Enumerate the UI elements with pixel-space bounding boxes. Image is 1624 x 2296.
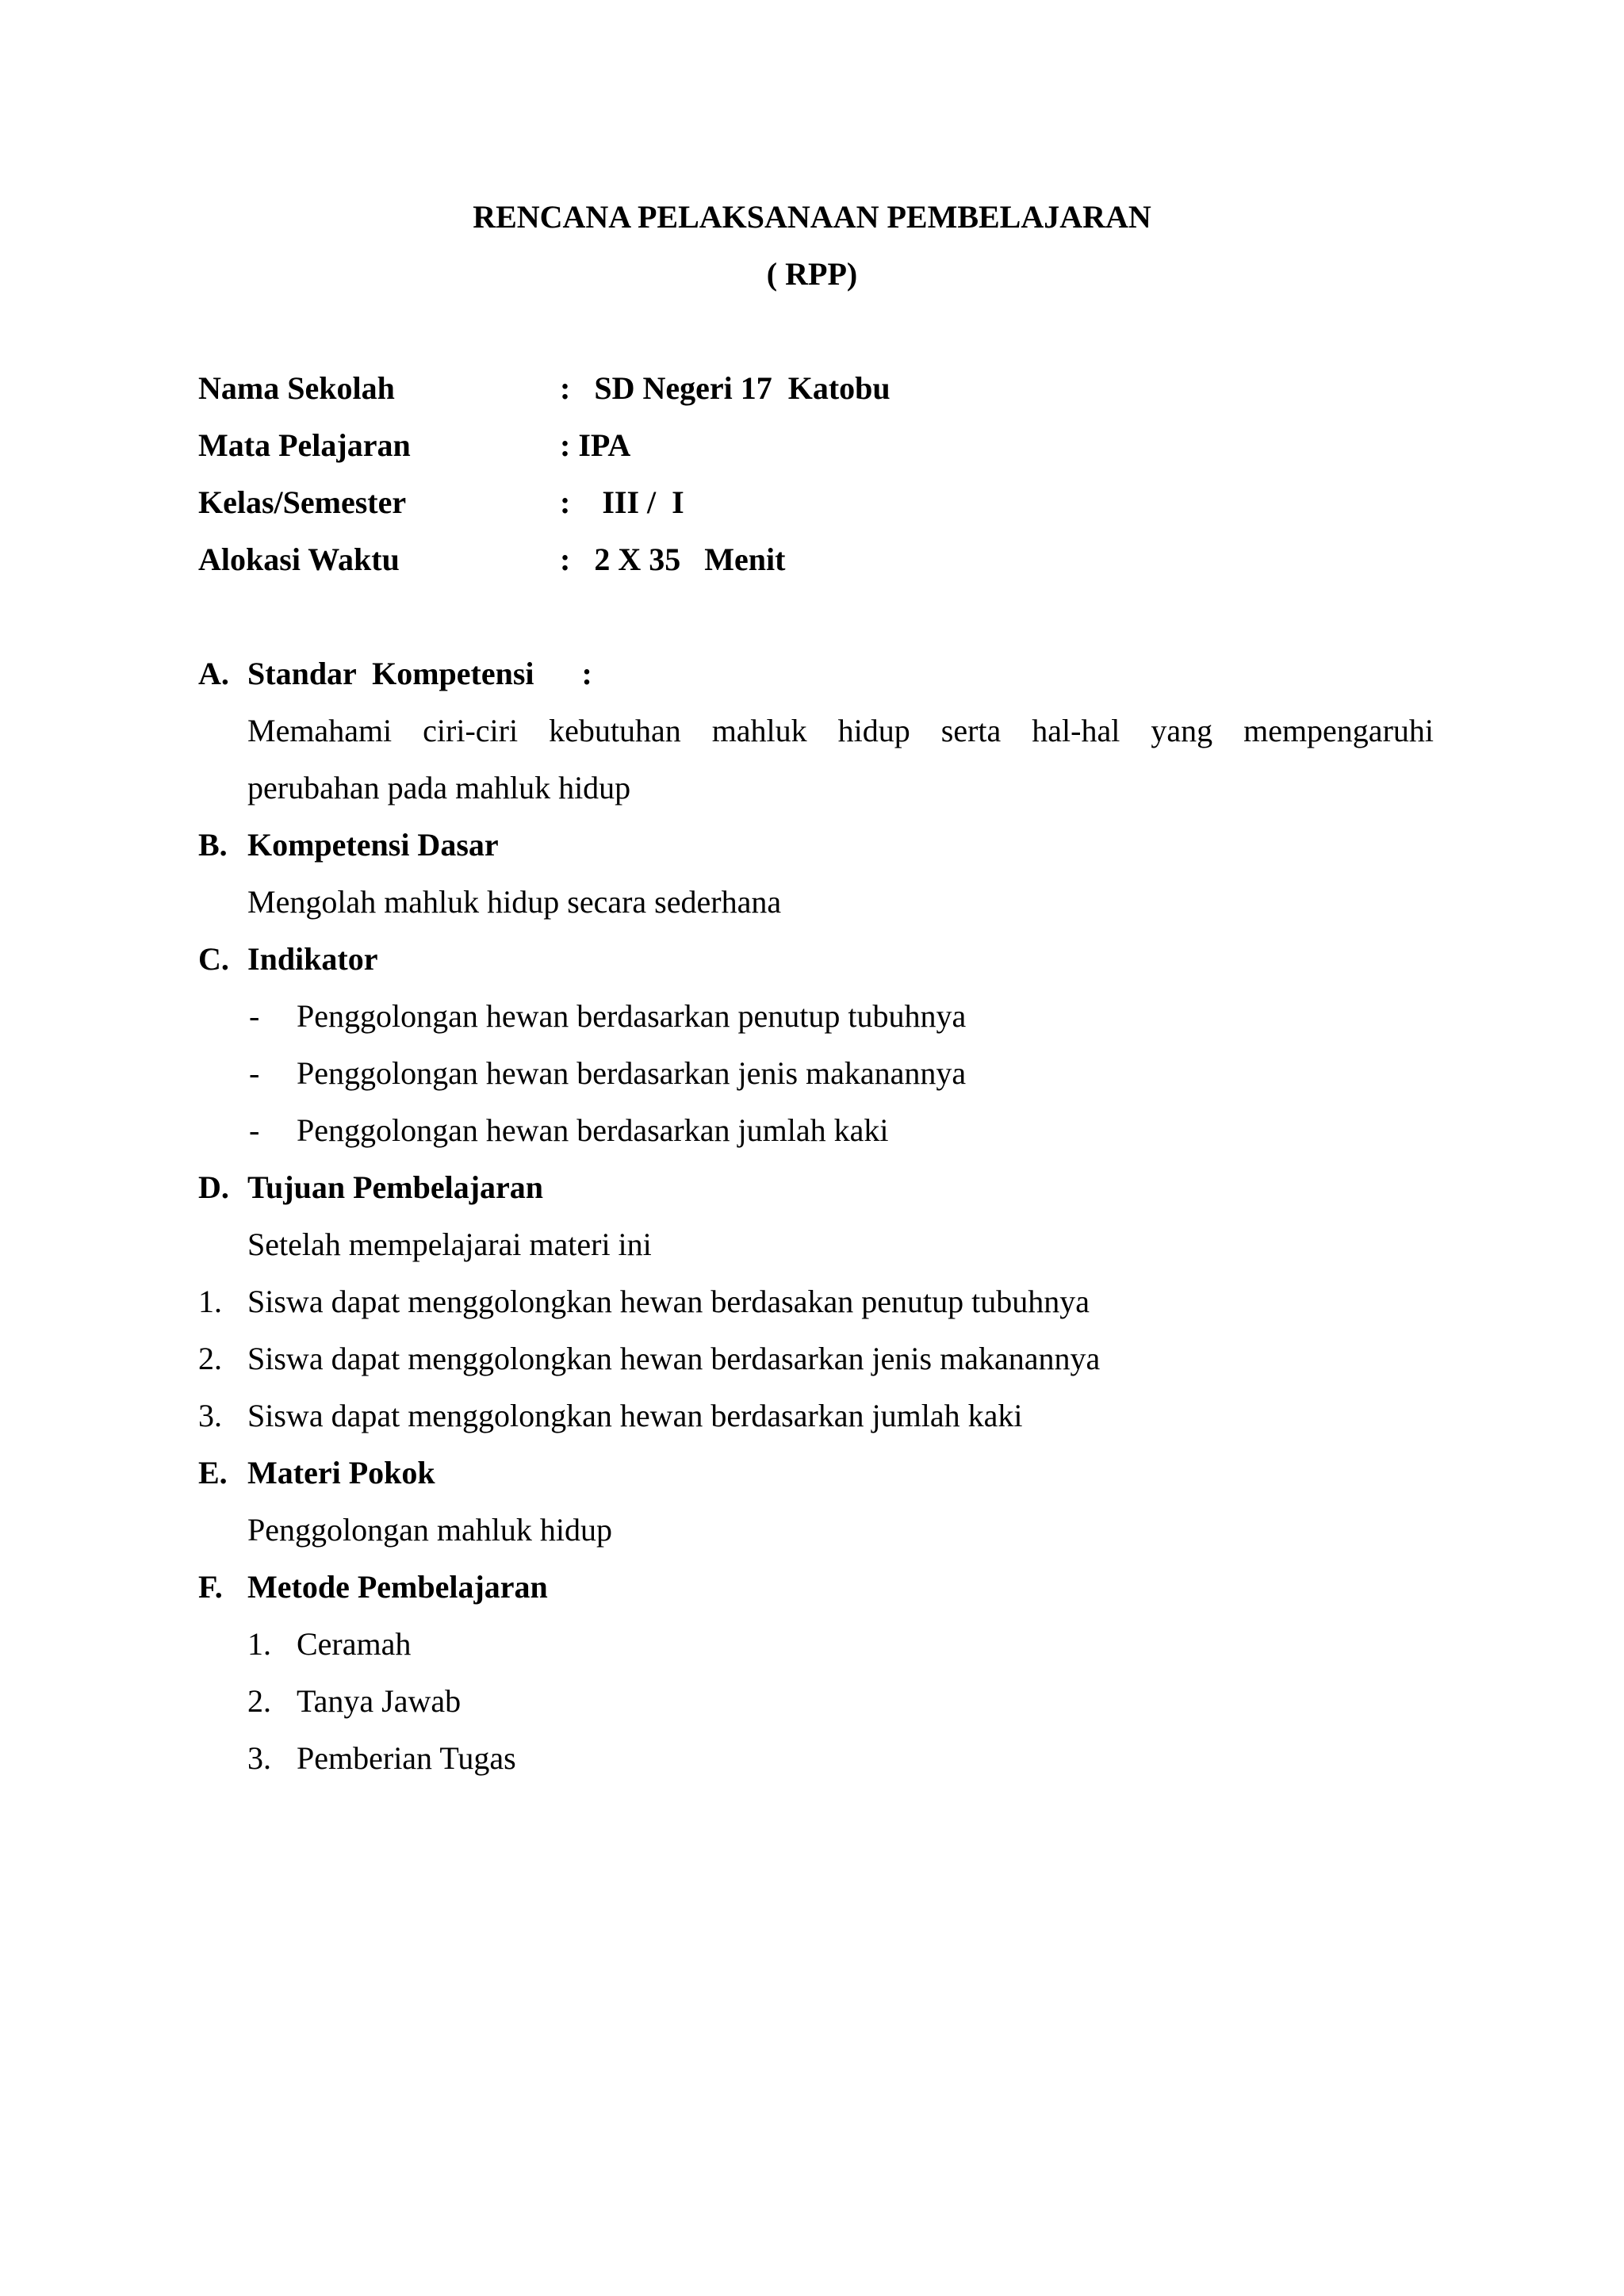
- section-b-title: Kompetensi Dasar: [247, 827, 499, 863]
- list-item-marker: -: [249, 1112, 260, 1148]
- list-item: Siswa dapat menggolongkan hewan berdasarkan jenis makanannya: [247, 1341, 1101, 1376]
- section-d-intro: Setelah mempelajarai materi ini: [247, 1226, 652, 1262]
- list-item-marker: -: [249, 998, 260, 1034]
- section-e-title: Materi Pokok: [247, 1455, 435, 1490]
- info-value-school: : SD Negeri 17 Katobu: [560, 370, 891, 406]
- list-item-marker: -: [249, 1055, 260, 1091]
- list-item: Tanya Jawab: [297, 1683, 462, 1719]
- info-value-time-allocation: : 2 X 35 Menit: [560, 541, 786, 577]
- section-e-letter: E.: [198, 1455, 228, 1490]
- list-item: Ceramah: [297, 1626, 412, 1662]
- section-b-letter: B.: [198, 827, 228, 863]
- section-d-title: Tujuan Pembelajaran: [247, 1169, 544, 1205]
- list-item-marker: 2.: [198, 1341, 222, 1376]
- section-d-letter: D.: [198, 1169, 229, 1205]
- info-label-school: Nama Sekolah: [198, 370, 395, 406]
- section-c-letter: C.: [198, 941, 229, 977]
- section-a-text-line1: Memahami ciri-ciri kebutuhan mahluk hidup serta hal-hal yang mempengaruhi: [247, 713, 1434, 748]
- list-item: Penggolongan hewan berdasarkan penutup tubuhnya: [297, 998, 967, 1034]
- info-label-class-semester: Kelas/Semester: [198, 484, 407, 520]
- section-c-title: Indikator: [247, 941, 378, 977]
- list-item-marker: 2.: [247, 1683, 271, 1719]
- list-item-marker: 1.: [198, 1284, 222, 1319]
- section-f-letter: F.: [198, 1569, 223, 1605]
- list-item: Pemberian Tugas: [297, 1740, 516, 1776]
- list-item-marker: 1.: [247, 1626, 271, 1662]
- list-item: Penggolongan hewan berdasarkan jenis makanannya: [297, 1055, 967, 1091]
- info-value-subject: : IPA: [560, 427, 631, 463]
- section-b-text: Mengolah mahluk hidup secara sederhana: [247, 884, 782, 920]
- list-item: Siswa dapat menggolongkan hewan berdasakan penutup tubuhnya: [247, 1284, 1090, 1319]
- list-item-marker: 3.: [247, 1740, 271, 1776]
- info-label-time-allocation: Alokasi Waktu: [198, 541, 400, 577]
- section-a-letter: A.: [198, 656, 229, 691]
- info-label-subject: Mata Pelajaran: [198, 427, 411, 463]
- info-value-class-semester: : III / I: [560, 484, 684, 520]
- section-a-title: Standar Kompetensi :: [247, 656, 592, 691]
- section-a-text-line2: perubahan pada mahluk hidup: [247, 770, 631, 806]
- list-item: Penggolongan hewan berdasarkan jumlah kaki: [297, 1112, 889, 1148]
- list-item: Siswa dapat menggolongkan hewan berdasarkan jumlah kaki: [247, 1398, 1023, 1433]
- list-item-marker: 3.: [198, 1398, 222, 1433]
- document-title: RENCANA PELAKSANAAN PEMBELAJARAN: [473, 199, 1151, 235]
- document-subtitle: ( RPP): [766, 256, 858, 292]
- section-e-text: Penggolongan mahluk hidup: [247, 1512, 612, 1548]
- section-f-title: Metode Pembelajaran: [247, 1569, 548, 1605]
